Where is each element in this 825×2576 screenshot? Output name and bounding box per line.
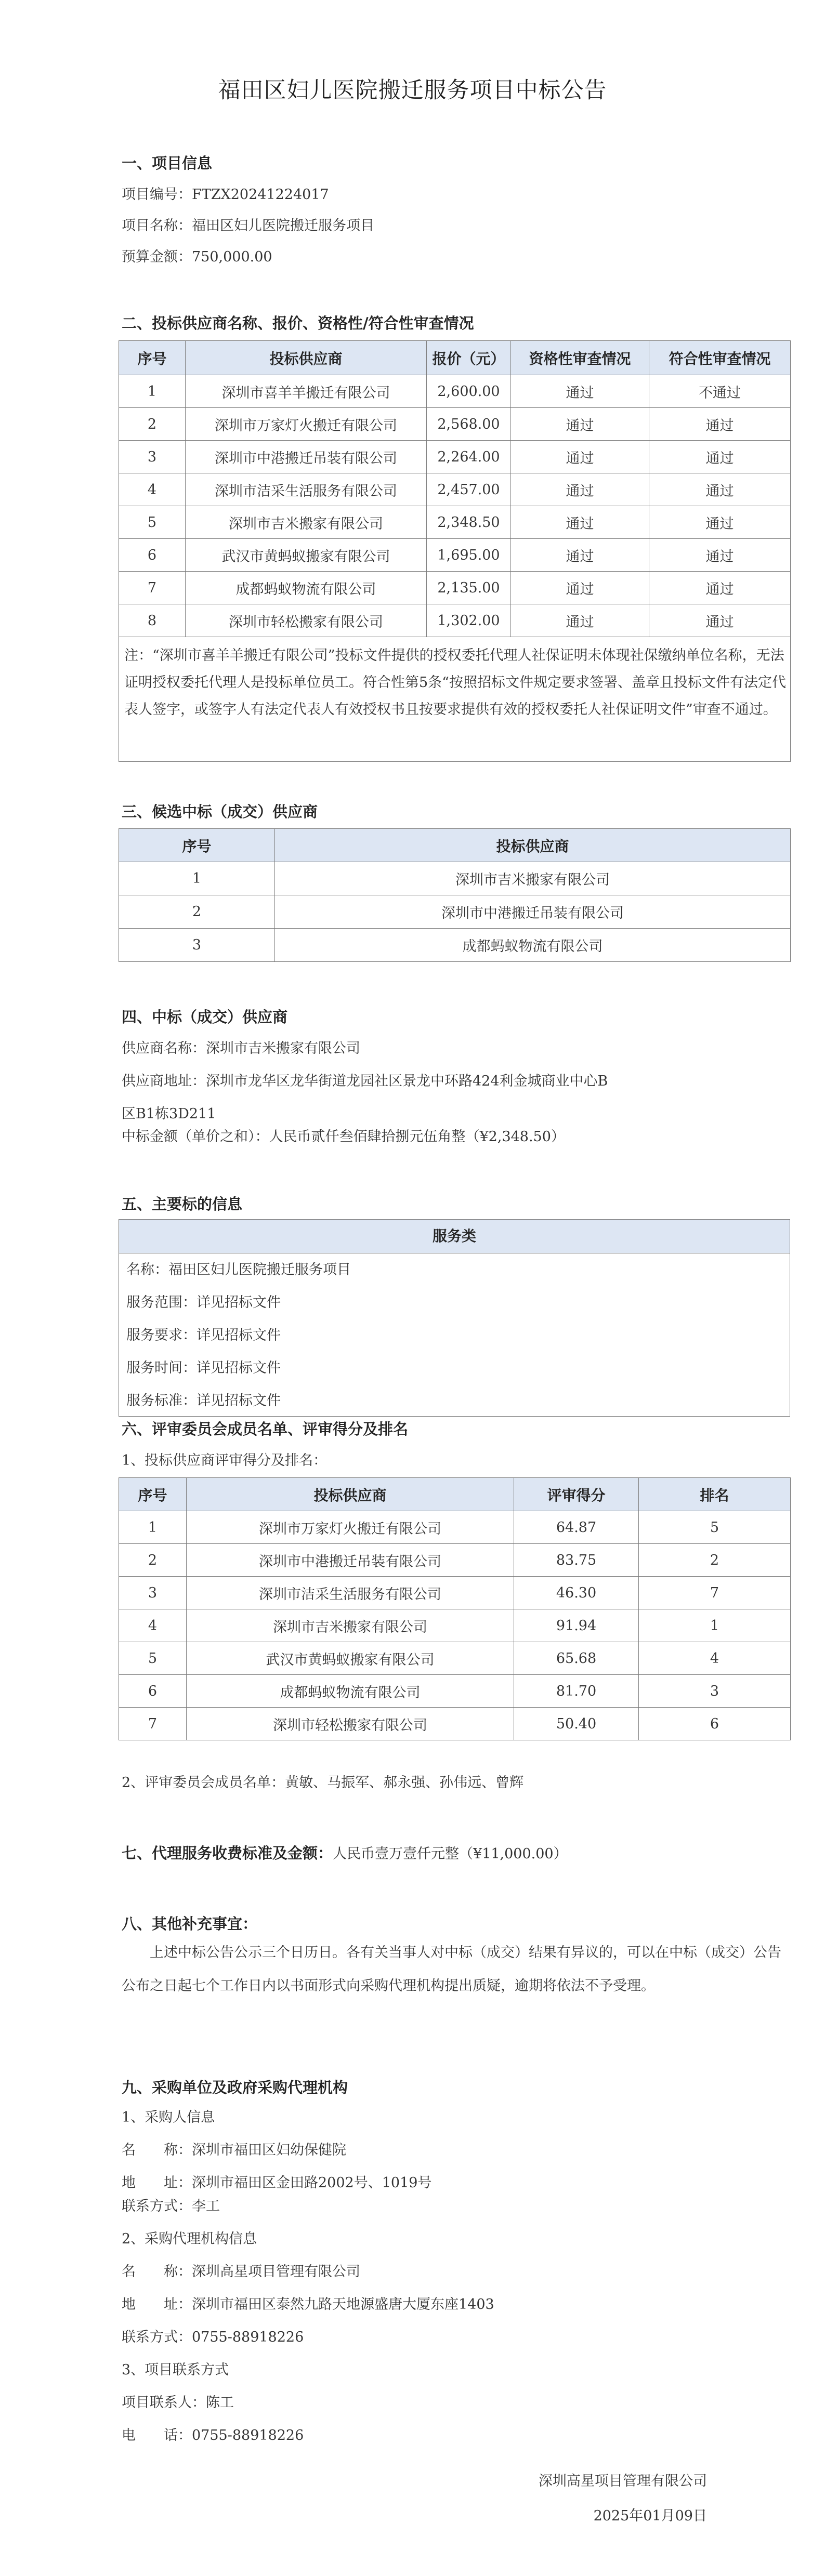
subject-line: 服务时间：详见招标文件 bbox=[126, 1360, 281, 1376]
subject-line: 服务范围：详见招标文件 bbox=[126, 1294, 281, 1311]
cell: 2,348.50 bbox=[427, 506, 511, 539]
table-row bbox=[119, 1642, 791, 1675]
project-contact-title: 3、项目联系方式 bbox=[122, 2362, 229, 2378]
score-table bbox=[119, 1477, 791, 1740]
cell: 1 bbox=[639, 1609, 791, 1642]
cell: 通过 bbox=[511, 539, 649, 572]
score-subtitle: 1、投标供应商评审得分及排名： bbox=[122, 1452, 328, 1469]
cell: 2 bbox=[639, 1544, 791, 1577]
cell: 46.30 bbox=[514, 1577, 639, 1609]
cell: 1 bbox=[119, 375, 186, 408]
cell: 不通过 bbox=[649, 375, 791, 408]
table-row bbox=[119, 1708, 791, 1740]
cell: 3 bbox=[119, 929, 275, 962]
purchaser-title: 1、采购人信息 bbox=[122, 2109, 215, 2125]
subject-line: 名称：福田区妇儿医院搬迁服务项目 bbox=[126, 1262, 351, 1278]
cell: 1 bbox=[119, 862, 275, 895]
table-row bbox=[119, 1544, 791, 1577]
cell: 深圳市洁采生活服务有限公司 bbox=[186, 473, 427, 506]
cell: 成都蚂蚁物流有限公司 bbox=[275, 929, 791, 962]
table-row bbox=[119, 1511, 791, 1544]
project-code: 项目编号：FTZX20241224017 bbox=[122, 187, 329, 203]
col-header: 序号 bbox=[119, 1478, 187, 1511]
cell: 83.75 bbox=[514, 1544, 639, 1577]
winner-amount: 中标金额（单价之和）：人民币贰仟叁佰肆拾捌元伍角整（¥2,348.50） bbox=[122, 1129, 565, 1145]
col-header: 评审得分 bbox=[514, 1478, 639, 1511]
cell: 2 bbox=[119, 1544, 187, 1577]
cell: 3 bbox=[119, 1577, 187, 1609]
agency-address: 地 址：深圳市福田区泰然九路天地源盛唐大厦东座1403 bbox=[122, 2296, 494, 2313]
subject-line: 服务标准：详见招标文件 bbox=[126, 1393, 281, 1409]
cell: 2,600.00 bbox=[427, 375, 511, 408]
cell: 深圳市吉米搬家有限公司 bbox=[275, 862, 791, 895]
cell: 武汉市黄蚂蚁搬家有限公司 bbox=[186, 539, 427, 572]
table-row bbox=[119, 408, 791, 441]
col-header: 投标供应商 bbox=[275, 829, 791, 862]
cell: 7 bbox=[119, 1708, 187, 1740]
cell: 1,302.00 bbox=[427, 604, 511, 637]
cell: 通过 bbox=[511, 441, 649, 473]
project-contact-person: 项目联系人：陈工 bbox=[122, 2395, 234, 2411]
col-header: 投标供应商 bbox=[187, 1478, 514, 1511]
cell: 通过 bbox=[649, 473, 791, 506]
table-row bbox=[119, 375, 791, 408]
review-note: 注：“深圳市喜羊羊搬迁有限公司”投标文件提供的授权委托代理人社保证明未体现社保缴纳单位名称，无法证明授权委托代理人是投标单位员工。符合性第5条“按照招标文件规定要求签署、盖章且投标文件有法定代表人签字，或签字人有法定代表人有效授权书且按要求提供有效的授权委托人社保证明文件”审查不通过。 bbox=[119, 637, 791, 762]
agency-name: 名 称：深圳高星项目管理有限公司 bbox=[122, 2264, 360, 2280]
table-row bbox=[119, 473, 791, 506]
cell: 91.94 bbox=[514, 1609, 639, 1642]
section-6-heading: 六、评审委员会成员名单、评审得分及排名 bbox=[122, 1420, 409, 1438]
cell: 通过 bbox=[649, 506, 791, 539]
cell: 4 bbox=[119, 473, 186, 506]
table-row bbox=[119, 862, 791, 895]
winner-address-line1: 供应商地址：深圳市龙华区龙华街道龙园社区景龙中环路424利金城商业中心B bbox=[122, 1073, 608, 1089]
section-8-heading: 八、其他补充事宜： bbox=[122, 1915, 258, 1933]
cell: 2 bbox=[119, 408, 186, 441]
section-5-heading: 五、主要标的信息 bbox=[122, 1195, 243, 1213]
cell: 深圳市轻松搬家有限公司 bbox=[186, 604, 427, 637]
col-header: 投标供应商 bbox=[186, 341, 427, 375]
project-name: 项目名称：福田区妇儿医院搬迁服务项目 bbox=[122, 218, 374, 234]
winner-address-line2: 区B1栋3D211 bbox=[122, 1106, 216, 1122]
cell: 深圳市中港搬迁吊装有限公司 bbox=[275, 895, 791, 929]
section-4-heading: 四、中标（成交）供应商 bbox=[122, 1008, 288, 1026]
cell: 4 bbox=[639, 1642, 791, 1675]
cell: 2,457.00 bbox=[427, 473, 511, 506]
cell: 1,695.00 bbox=[427, 539, 511, 572]
service-type-header: 服务类 bbox=[119, 1220, 790, 1253]
col-header: 排名 bbox=[639, 1478, 791, 1511]
cell: 深圳市中港搬迁吊装有限公司 bbox=[186, 441, 427, 473]
cell: 81.70 bbox=[514, 1675, 639, 1708]
cell: 2,135.00 bbox=[427, 572, 511, 604]
cell: 4 bbox=[119, 1609, 187, 1642]
table-header-row bbox=[119, 341, 791, 375]
table-row bbox=[119, 441, 791, 473]
cell: 2,264.00 bbox=[427, 441, 511, 473]
cell: 8 bbox=[119, 604, 186, 637]
table-header-row bbox=[119, 829, 791, 862]
cell: 3 bbox=[119, 441, 186, 473]
table-row bbox=[119, 506, 791, 539]
table-row bbox=[119, 895, 791, 929]
cell: 通过 bbox=[511, 572, 649, 604]
cell: 深圳市洁采生活服务有限公司 bbox=[187, 1577, 514, 1609]
subject-info-box bbox=[119, 1219, 790, 1417]
table-row bbox=[119, 929, 791, 962]
table-row bbox=[119, 1577, 791, 1609]
cell: 成都蚂蚁物流有限公司 bbox=[187, 1675, 514, 1708]
cell: 6 bbox=[119, 1675, 187, 1708]
col-header: 序号 bbox=[119, 341, 186, 375]
bid-review-table bbox=[119, 340, 791, 762]
cell: 深圳市万家灯火搬迁有限公司 bbox=[186, 408, 427, 441]
table-row bbox=[119, 1609, 791, 1642]
cell: 通过 bbox=[511, 375, 649, 408]
table-row bbox=[119, 572, 791, 604]
section-7-heading: 七、代理服务收费标准及金额： bbox=[122, 1844, 333, 1862]
supplementary-text: 上述中标公告公示三个日历日。各有关当事人对中标（成交）结果有异议的，可以在中标（成交）公告公布之日起七个工作日内以书面形式向采购代理机构提出质疑，逾期将依法不予受理。 bbox=[122, 1945, 781, 1994]
col-header: 符合性审查情况 bbox=[649, 341, 791, 375]
cell: 通过 bbox=[649, 604, 791, 637]
cell: 深圳市喜羊羊搬迁有限公司 bbox=[186, 375, 427, 408]
cell: 65.68 bbox=[514, 1642, 639, 1675]
cell: 通过 bbox=[649, 572, 791, 604]
section-9-heading: 九、采购单位及政府采购代理机构 bbox=[122, 2079, 348, 2096]
footer-date: 2025年01月09日 bbox=[593, 2508, 707, 2524]
cell: 通过 bbox=[511, 408, 649, 441]
cell: 深圳市吉米搬家有限公司 bbox=[187, 1609, 514, 1642]
table-note-row bbox=[119, 637, 791, 762]
col-header: 报价（元） bbox=[427, 341, 511, 375]
cell: 通过 bbox=[511, 473, 649, 506]
cell: 深圳市轻松搬家有限公司 bbox=[187, 1708, 514, 1740]
cell: 5 bbox=[639, 1511, 791, 1544]
cell: 武汉市黄蚂蚁搬家有限公司 bbox=[187, 1642, 514, 1675]
cell: 3 bbox=[639, 1675, 791, 1708]
agency-fee: 人民币壹万壹仟元整（¥11,000.00） bbox=[333, 1846, 568, 1862]
cell: 通过 bbox=[649, 441, 791, 473]
cell: 6 bbox=[119, 539, 186, 572]
section-3-heading: 三、候选中标（成交）供应商 bbox=[122, 803, 318, 821]
cell: 7 bbox=[119, 572, 186, 604]
cell: 通过 bbox=[649, 408, 791, 441]
table-row bbox=[119, 539, 791, 572]
section-2-heading: 二、投标供应商名称、报价、资格性/符合性审查情况 bbox=[122, 314, 474, 332]
cell: 深圳市万家灯火搬迁有限公司 bbox=[187, 1511, 514, 1544]
committee-members: 2、评审委员会成员名单：黄敏、马振军、郝永强、孙伟远、曾辉 bbox=[122, 1775, 524, 1791]
page-title: 福田区妇儿医院搬迁服务项目中标公告 bbox=[218, 77, 607, 103]
table-row bbox=[119, 604, 791, 637]
project-budget: 预算金额：750,000.00 bbox=[122, 249, 272, 265]
cell: 成都蚂蚁物流有限公司 bbox=[186, 572, 427, 604]
cell: 2,568.00 bbox=[427, 408, 511, 441]
winner-name: 供应商名称：深圳市吉米搬家有限公司 bbox=[122, 1040, 360, 1056]
table-row bbox=[119, 1675, 791, 1708]
section-7-line bbox=[122, 1842, 568, 1863]
purchaser-name: 名 称：深圳市福田区妇幼保健院 bbox=[122, 2142, 346, 2158]
project-contact-tel: 电 话：0755-88918226 bbox=[122, 2427, 304, 2443]
cell: 50.40 bbox=[514, 1708, 639, 1740]
section-1-heading: 一、项目信息 bbox=[122, 154, 213, 172]
col-header: 资格性审查情况 bbox=[511, 341, 649, 375]
cell: 通过 bbox=[649, 539, 791, 572]
cell: 深圳市吉米搬家有限公司 bbox=[186, 506, 427, 539]
purchaser-contact: 联系方式：李工 bbox=[122, 2198, 220, 2214]
table-header-row bbox=[119, 1478, 791, 1511]
footer-org: 深圳高星项目管理有限公司 bbox=[539, 2473, 707, 2489]
cell: 深圳市中港搬迁吊装有限公司 bbox=[187, 1544, 514, 1577]
agency-contact: 联系方式：0755-88918226 bbox=[122, 2329, 304, 2345]
cell: 6 bbox=[639, 1708, 791, 1740]
cell: 通过 bbox=[511, 604, 649, 637]
purchaser-address: 地 址：深圳市福田区金田路2002号、1019号 bbox=[122, 2175, 432, 2191]
cell: 5 bbox=[119, 506, 186, 539]
cell: 5 bbox=[119, 1642, 187, 1675]
agency-title: 2、采购代理机构信息 bbox=[122, 2231, 257, 2247]
cell: 1 bbox=[119, 1511, 187, 1544]
cell: 通过 bbox=[511, 506, 649, 539]
col-header: 序号 bbox=[119, 829, 275, 862]
cell: 2 bbox=[119, 895, 275, 929]
cell: 64.87 bbox=[514, 1511, 639, 1544]
subject-line: 服务要求：详见招标文件 bbox=[126, 1327, 281, 1343]
candidate-table bbox=[119, 828, 791, 962]
cell: 7 bbox=[639, 1577, 791, 1609]
